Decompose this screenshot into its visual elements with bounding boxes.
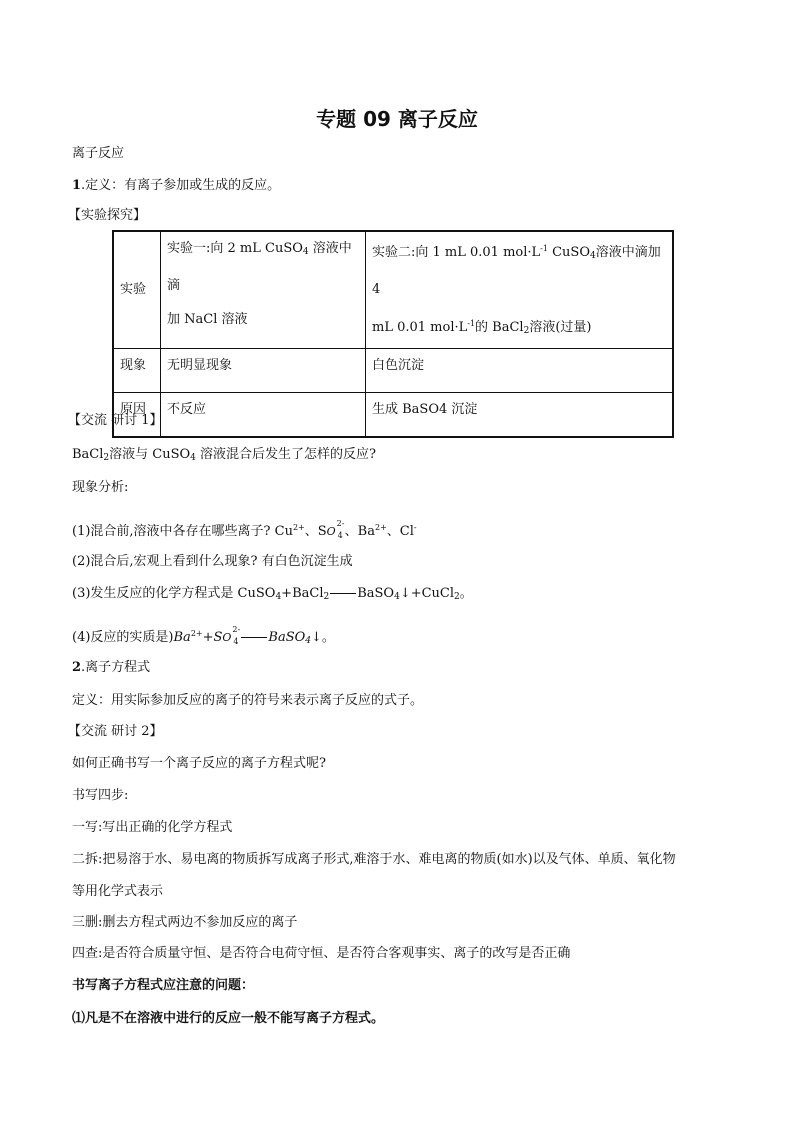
analysis-label: 现象分析: — [72, 480, 129, 495]
table-row — [113, 231, 673, 349]
step-4: 四查:是否符合质量守恒、是否符合电荷守恒、是否符合客观事实、离子的改写是否正确 — [72, 946, 571, 961]
page-title: 专题 09 离子反应 — [316, 107, 478, 131]
table-cell-exp1: 实验一:向 2 mL CuSO$_4$ 溶液中滴 加 NaCl 溶液 — [161, 231, 366, 349]
discussion1-question: BaCl$_2$溶液与 CuSO$_4$ 溶液混合后发生了怎样的反应? — [72, 447, 377, 463]
section2-title: 2.离子方程式 — [72, 660, 151, 675]
table-cell-label: 实验 — [113, 231, 161, 349]
table-cell-exp2: 实验二:向 1 mL 0.01 $mol\cdot L^{-1}$ CuSO$_4$溶液中滴加 4 mL 0.01 $mol\cdot L^{-1}$的 BaCl$_2$溶液(过量) — [366, 231, 674, 349]
notes-title: 书写离子方程式应注意的问题： — [72, 978, 255, 993]
sulfate-formula: O 2- 4 — [326, 519, 345, 540]
question-1: (1)混合前,溶液中各存在哪些离子? $Cu^{2+}$、SO 2- 4 、$Ba^{2+}$、Cl- — [72, 519, 417, 540]
note-item-1: ⑴凡是不在溶液中进行的反应一般不能写离子方程式。 — [72, 1011, 385, 1026]
step-2-line2: 等用化学式表示 — [72, 884, 164, 899]
definition-line — [72, 178, 280, 194]
table-row — [113, 349, 673, 393]
question-4: (4)反应的实质是)$Ba^{2+}+SO$ 2- 4 BaSO$_4$↓。 — [72, 625, 335, 646]
section-heading: 离子反应 — [72, 146, 125, 161]
equals-line — [241, 637, 267, 638]
definition-number: 1 — [72, 178, 82, 193]
step-3: 三删:删去方程式两边不参加反应的离子 — [72, 915, 298, 930]
discussion2-question: 如何正确书写一个离子反应的离子方程式呢? — [72, 756, 326, 771]
experiment-header: 【实验探究】 — [68, 208, 147, 223]
question-3: (3)发生反应的化学方程式是 CuSO$_4$+BaCl$_2$ BaSO$_4$↓+CuCl$_2$。 — [72, 586, 473, 602]
table-cell: 生成 BaSO4 沉淀 — [366, 393, 674, 437]
sulfate-formula: O 2- 4 — [222, 625, 241, 646]
table-cell-label: 现象 — [113, 349, 161, 393]
equals-line — [330, 593, 356, 594]
experiment-table — [112, 230, 674, 438]
definition-text: .定义：有离子参加或生成的反应。 — [81, 178, 281, 193]
table-cell-label: 原因 — [113, 393, 161, 437]
section2-definition: 定义：用实际参加反应的离子的符号来表示离子反应的式子。 — [72, 693, 424, 708]
table-cell: 无明显现象 — [161, 349, 366, 393]
discussion1-header: 【交流 研讨 1】 — [68, 413, 163, 428]
table-cell: 不反应 — [161, 393, 366, 437]
step-2-line1: 二拆:把易溶于水、易电离的物质拆写成离子形式,难溶于水、难电离的物质(如水)以及气体、单质、氧化物 — [72, 852, 676, 867]
steps-title: 书写四步: — [72, 788, 129, 803]
table-cell: 白色沉淀 — [366, 349, 674, 393]
question-2: (2)混合后,宏观上看到什么现象? 有白色沉淀生成 — [72, 554, 353, 569]
table-row — [113, 393, 673, 437]
discussion2-header: 【交流 研讨 2】 — [68, 724, 163, 739]
step-1: 一写:写出正确的化学方程式 — [72, 820, 233, 835]
